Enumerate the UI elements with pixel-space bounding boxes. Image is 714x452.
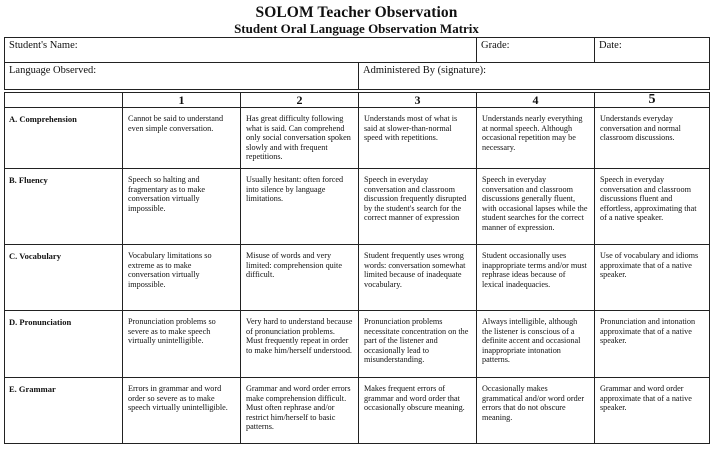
scale-corner <box>5 93 123 108</box>
category-pronunciation: D. Pronunciation <box>5 311 123 378</box>
scale-3: 3 <box>359 93 477 108</box>
fluency-level-1: Speech so halting and fragmentary as to make conversation virtually impossible. <box>123 169 241 245</box>
scale-header-row <box>5 93 710 108</box>
grade-field[interactable] <box>477 38 595 63</box>
pronunciation-level-1: Pronunciation problems so severe as to make speech virtually unintelligible. <box>123 311 241 378</box>
student-name-field[interactable] <box>5 38 477 63</box>
pronunciation-level-2: Very hard to understand because of pronunciation problems. Must frequently repeat in order to make him/herself understood. <box>241 311 359 378</box>
grammar-level-1: Errors in grammar and word order so severe as to make speech virtually unintelligible. <box>123 378 241 444</box>
scale-1: 1 <box>123 93 241 108</box>
fluency-level-3: Speech in everyday conversation and classroom discussion frequently disrupted by the student's search for the correct manner of expression <box>359 169 477 245</box>
comprehension-level-1: Cannot be said to understand even simple conversation. <box>123 108 241 169</box>
vocabulary-level-2: Misuse of words and very limited: comprehension quite difficult. <box>241 245 359 311</box>
vocabulary-level-3: Student frequently uses wrong words: conversation somewhat limited because of inadequate vocabulary. <box>359 245 477 311</box>
fluency-level-5: Speech in everyday conversation and classroom discussions fluent and effortless, approximating that of a native speaker. <box>595 169 710 245</box>
observation-matrix <box>4 37 710 444</box>
grammar-level-4: Occasionally makes grammatical and/or word order errors that do not obscure meaning. <box>477 378 595 444</box>
page-subtitle: Student Oral Language Observation Matrix <box>234 21 479 36</box>
pronunciation-level-4: Always intelligible, although the listener is conscious of a definite accent and occasional inappropriate intonation patterns. <box>477 311 595 378</box>
language-observed-field[interactable] <box>5 63 359 90</box>
scale-2: 2 <box>241 93 359 108</box>
pronunciation-level-5: Pronunciation and intonation approximate that of a native speaker. <box>595 311 710 378</box>
language-info-row <box>5 63 710 90</box>
category-fluency: B. Fluency <box>5 169 123 245</box>
language-observed-label: Language Observed: <box>9 65 97 76</box>
vocabulary-level-5: Use of vocabulary and idioms approximate that of a native speaker. <box>595 245 710 311</box>
administered-by-field[interactable] <box>359 63 710 90</box>
vocabulary-level-1: Vocabulary limitations so extreme as to make conversation virtually impossible. <box>123 245 241 311</box>
comprehension-level-4: Understands nearly everything at normal speech. Although occasional repetition may be necessary. <box>477 108 595 169</box>
row-comprehension <box>5 108 710 169</box>
fluency-level-2: Usually hesitant: often forced into silence by language limitations. <box>241 169 359 245</box>
grammar-level-5: Grammar and word order approximate that of a native speaker. <box>595 378 710 444</box>
row-pronunciation <box>5 311 710 378</box>
row-grammar <box>5 378 710 444</box>
comprehension-level-5: Understands everyday conversation and normal classroom discussions. <box>595 108 710 169</box>
scale-4: 4 <box>477 93 595 108</box>
student-name-label: Student's Name: <box>9 40 78 51</box>
vocabulary-level-4: Student occasionally uses inappropriate terms and/or must rephrase ideas because of lexical inadequacies. <box>477 245 595 311</box>
administered-by-label: Administered By (signature): <box>363 65 487 76</box>
category-vocabulary: C. Vocabulary <box>5 245 123 311</box>
page-title: SOLOM Teacher Observation <box>255 4 458 21</box>
row-fluency <box>5 169 710 245</box>
comprehension-level-3: Understands most of what is said at slower-than-normal speed with repetitions. <box>359 108 477 169</box>
category-grammar: E. Grammar <box>5 378 123 444</box>
student-info-row <box>5 38 710 63</box>
scale-5: 5 <box>595 93 710 108</box>
date-label: Date: <box>599 40 622 51</box>
row-vocabulary <box>5 245 710 311</box>
pronunciation-level-3: Pronunciation problems necessitate concentration on the part of the listener and occasionally lead to misunderstanding. <box>359 311 477 378</box>
grammar-level-2: Grammar and word order errors make comprehension difficult. Must often rephrase and/or restrict him/herself to basic patterns. <box>241 378 359 444</box>
date-field[interactable] <box>595 38 710 63</box>
comprehension-level-2: Has great difficulty following what is said. Can comprehend only social conversation spoken slowly and with frequent repetitions. <box>241 108 359 169</box>
title-block <box>4 4 709 36</box>
category-comprehension: A. Comprehension <box>5 108 123 169</box>
grammar-level-3: Makes frequent errors of grammar and word order that occasionally obscure meaning. <box>359 378 477 444</box>
fluency-level-4: Speech in everyday conversation and classroom discussions generally fluent, with occasional lapses while the student searches for the correct manner of expression. <box>477 169 595 245</box>
grade-label: Grade: <box>481 40 510 51</box>
